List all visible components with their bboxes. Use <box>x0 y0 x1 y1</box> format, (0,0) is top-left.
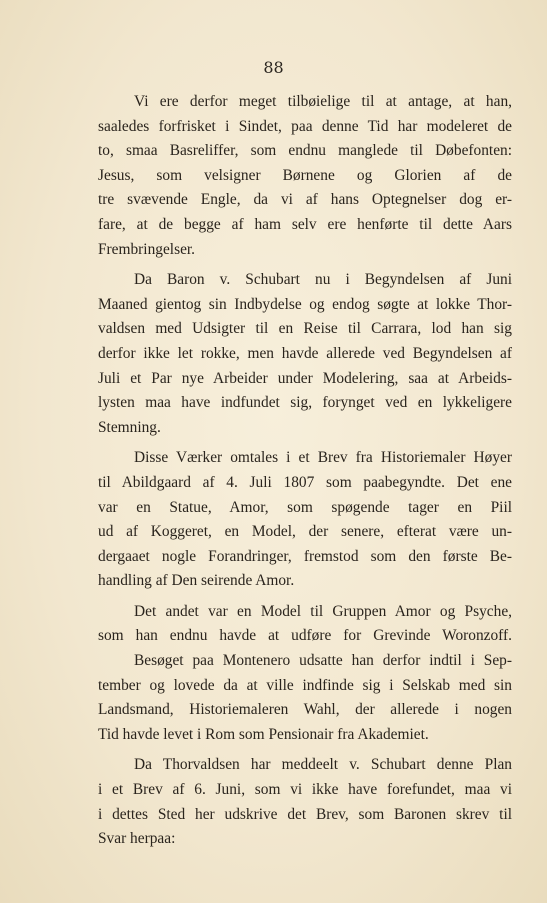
text-line: Landsmand, Historiemaleren Wahl, der allerede i nogen <box>98 701 512 719</box>
body-text <box>98 90 512 858</box>
text-line: Juli et Par nye Arbeider under Modelering, saa at Arbeids- <box>98 369 512 387</box>
text-line: Det andet var en Model til Gruppen Amor og Psyche, <box>134 602 512 620</box>
text-line: tre svævende Engle, da vi af hans Optegnelser dog er- <box>98 191 512 209</box>
text-line: Tid havde levet i Rom som Pensionair fra Akademiet. <box>98 725 429 743</box>
text-line: Maaned gientog sin Indbydelse og endog søgte at lokke Thor- <box>98 295 512 313</box>
text-line: Frembringelser. <box>98 240 196 258</box>
text-line: Da Thorvaldsen har meddeelt v. Schubart denne Plan <box>134 756 512 774</box>
text-line: valdsen med Udsigter til en Reise til Carrara, lod han sig <box>98 320 512 338</box>
text-line: lysten maa have indfundet sig, forynget ved en lykkeligere <box>98 394 512 412</box>
text-line: Disse Værker omtales i et Brev fra Historiemaler Høyer <box>134 449 512 467</box>
text-line: var en Statue, Amor, som spøgende tager en Piil <box>98 498 512 516</box>
page-number: 88 <box>263 58 284 77</box>
paragraph-3 <box>98 446 512 594</box>
paragraph-5 <box>98 753 512 851</box>
text-line: i et Brev af 6. Juni, som vi ikke have forefundet, maa vi <box>98 781 512 799</box>
text-line: to, smaa Basreliffer, som endnu manglede til Døbefonten: <box>98 142 512 160</box>
text-line: Besøget paa Montenero udsatte han derfor indtil i Sep- <box>134 652 512 670</box>
paragraph-2 <box>98 268 512 440</box>
text-line: Stemning. <box>98 418 161 436</box>
paragraph-4 <box>98 600 512 748</box>
paragraph-1 <box>98 90 512 262</box>
text-line: tember og lovede da at ville indfinde sig i Selskab med sin <box>98 676 512 694</box>
text-line: som han endnu havde at udføre for Grevinde Woronzoff. <box>98 627 512 645</box>
text-line: i dettes Sted her udskrive det Brev, som Baronen skrev til <box>98 805 512 823</box>
text-line: Jesus, som velsigner Børnene og Glorien af de <box>98 166 512 184</box>
text-line: Da Baron v. Schubart nu i Begyndelsen af Juni <box>134 271 512 289</box>
text-line: Vi ere derfor meget tilbøielige til at antage, at han, <box>134 93 512 110</box>
text-line: derfor ikke let rokke, men havde allerede ved Begyndelsen af <box>98 344 512 362</box>
text-line: dergaaet nogle Forandringer, fremstod som den første Be- <box>98 547 512 565</box>
text-line: til Abildgaard af 4. Juli 1807 som paabegyndte. Det ene <box>98 473 512 491</box>
text-line: handling af Den seirende Amor. <box>98 572 295 590</box>
text-line: fare, at de begge af ham selv ere henførte til dette Aars <box>98 215 512 233</box>
text-line: ud af Koggeret, en Model, der senere, efterat være un- <box>98 523 512 541</box>
text-line: saaledes forfrisket i Sindet, paa denne Tid har modeleret de <box>98 117 512 135</box>
text-line: Svar herpaa: <box>98 830 176 848</box>
